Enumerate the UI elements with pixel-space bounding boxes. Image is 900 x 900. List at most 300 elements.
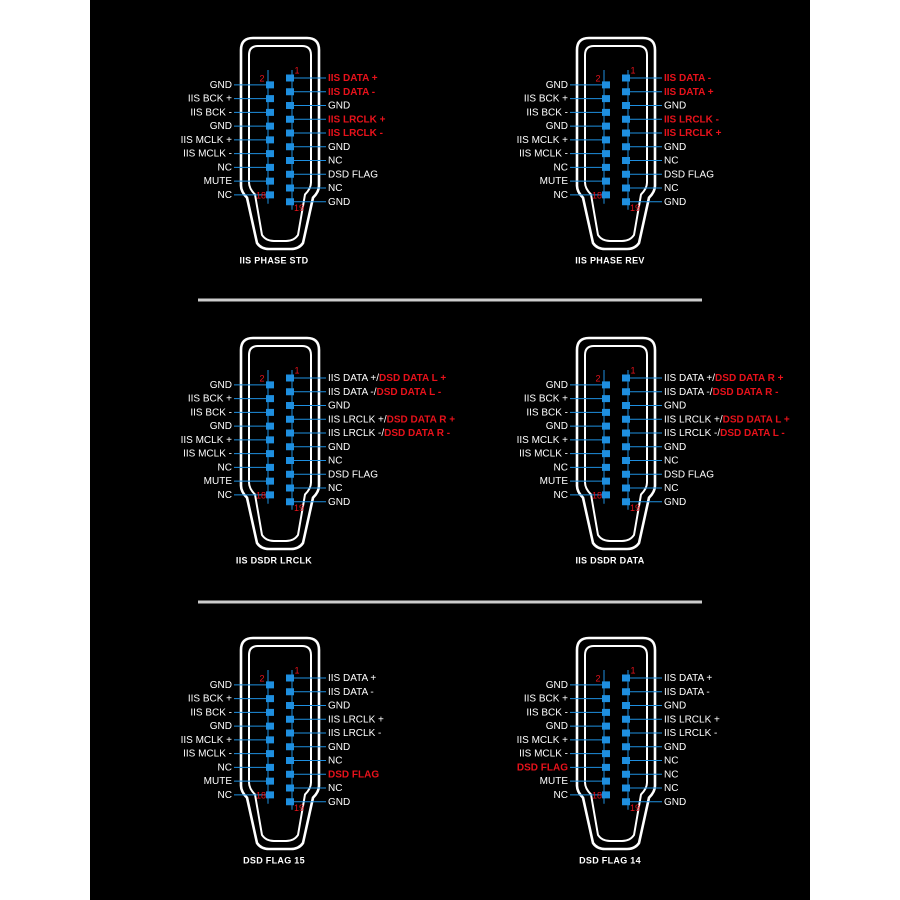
signal-text: GND [209, 420, 232, 432]
pin-pad [622, 688, 630, 695]
pin-pad [286, 498, 294, 505]
signal-text: IIS DATA +/ [664, 372, 716, 384]
pin-pad [602, 191, 610, 198]
left-signal-label [188, 393, 232, 404]
signal-text: IIS BCK - [526, 107, 568, 119]
signal-text: GND [209, 379, 232, 391]
pin-pad [266, 764, 274, 771]
left-signal-label [554, 190, 568, 201]
signal-text: GND [209, 120, 232, 132]
pin-number-2: 2 [595, 373, 601, 384]
pin-pad [602, 81, 610, 88]
pin-pad [266, 695, 274, 702]
left-signal-label [218, 790, 232, 801]
signal-text: GND [545, 720, 568, 732]
left-signal-label [181, 135, 233, 146]
right-signal-label [328, 155, 342, 166]
left-signal-label [546, 121, 568, 132]
right-signal-label [328, 141, 350, 152]
pin-pad [622, 757, 630, 764]
pin-pad [286, 443, 294, 450]
connector-title: IIS PHASE STD [239, 255, 309, 266]
right-signal-label [328, 455, 342, 466]
pin-pad [602, 436, 610, 443]
pin-pad [622, 75, 630, 82]
connector-outer-shell [241, 338, 319, 549]
signal-text: IIS MCLK - [183, 448, 232, 460]
signal-text: NC [217, 489, 232, 501]
pin-number-18: 18 [591, 190, 603, 201]
signal-text: GND [664, 100, 687, 112]
pin-number-1: 1 [630, 665, 636, 676]
pin-pad [266, 436, 274, 443]
pin-pad [266, 81, 274, 88]
signal-text: NC [553, 162, 568, 174]
signal-text: GND [328, 400, 351, 412]
left-signal-label [554, 162, 568, 173]
pin-pad [622, 675, 630, 682]
pin-pad [602, 395, 610, 402]
signal-text: MUTE [539, 775, 568, 787]
pin-number-2: 2 [259, 373, 265, 384]
pin-number-1: 1 [630, 365, 636, 376]
pin-pad [266, 778, 274, 785]
pin-pad [602, 681, 610, 688]
signal-text: MUTE [203, 175, 232, 187]
pin-number-18: 18 [255, 190, 267, 201]
pin-pad [266, 123, 274, 130]
pin-pad [286, 485, 294, 492]
signal-text: GND [209, 679, 232, 691]
signal-text: IIS MCLK + [180, 134, 232, 146]
left-signal-label [546, 721, 568, 732]
connector-title: IIS PHASE REV [575, 255, 645, 266]
signal-text: IIS MCLK - [519, 148, 568, 160]
right-signal-label [328, 169, 378, 180]
pin-pad [602, 750, 610, 757]
highlighted-signal: IIS LRCLK + [664, 127, 722, 139]
signal-text: IIS MCLK - [519, 448, 568, 460]
pin-pad [266, 423, 274, 430]
pin-pad [622, 798, 630, 805]
left-signal-label [546, 80, 568, 91]
left-signal-label [540, 776, 569, 787]
pin-pad [622, 157, 630, 164]
highlighted-signal: IIS LRCLK - [664, 113, 719, 125]
pin-pad [286, 388, 294, 395]
left-signal-label [540, 176, 569, 187]
right-signal-label [328, 783, 342, 794]
right-signal-label [328, 796, 350, 807]
pin-pad [602, 150, 610, 157]
connector-4 [181, 638, 384, 865]
right-signal-label [328, 73, 378, 84]
highlighted-signal: IIS DATA + [664, 86, 714, 98]
signal-text: DSD FLAG [328, 468, 379, 480]
right-signal-label [328, 769, 379, 780]
left-signal-label [554, 790, 568, 801]
left-signal-label [517, 762, 568, 773]
right-signal-label [664, 455, 678, 466]
left-signal-label [517, 135, 569, 146]
right-signal-label [328, 673, 376, 684]
pin-pad [602, 136, 610, 143]
right-signal-label [328, 714, 384, 725]
left-signal-label [181, 735, 233, 746]
left-signal-label [204, 476, 233, 487]
signal-text: IIS MCLK - [183, 748, 232, 760]
left-signal-label [188, 693, 232, 704]
pin-pad [286, 143, 294, 150]
signal-text: IIS BCK + [187, 693, 232, 705]
signal-text: IIS BCK - [190, 407, 232, 419]
pin-pad [266, 791, 274, 798]
signal-text: NC [664, 782, 679, 794]
pin-pad [286, 675, 294, 682]
pin-pad [602, 423, 610, 430]
left-signal-label [210, 121, 232, 132]
right-signal-label [664, 169, 714, 180]
signal-text: NC [664, 482, 679, 494]
pin-pad [286, 375, 294, 382]
left-signal-label [218, 162, 232, 173]
pin-pad [286, 157, 294, 164]
signal-text: GND [664, 741, 687, 753]
right-signal-label [664, 141, 686, 152]
left-signal-label [546, 680, 568, 691]
pin-pad [602, 478, 610, 485]
pin-number-2: 2 [259, 673, 265, 684]
left-signal-label [546, 421, 568, 432]
connector-outer-shell [577, 338, 655, 549]
signal-text: NC [553, 489, 568, 501]
left-signal-label [546, 380, 568, 391]
pin-pad [286, 743, 294, 750]
signal-text: DSD FLAG [664, 468, 715, 480]
left-signal-label [210, 721, 232, 732]
right-signal-label [328, 728, 381, 739]
pin-pad [266, 478, 274, 485]
right-signal-label [664, 496, 686, 507]
left-signal-label [190, 107, 232, 118]
pin-pad [602, 109, 610, 116]
right-signal-label [328, 496, 350, 507]
left-signal-label [218, 490, 232, 501]
pin-pad [266, 150, 274, 157]
right-signal-label [664, 686, 710, 697]
signal-text: DSD FLAG [664, 168, 715, 180]
signal-text: IIS DATA -/ [664, 386, 713, 398]
pin-pad [286, 171, 294, 178]
pin-pad [286, 430, 294, 437]
pin-pad [266, 395, 274, 402]
highlighted-signal: IIS LRCLK - [328, 127, 383, 139]
left-signal-label [181, 435, 233, 446]
right-signal-label [664, 441, 686, 452]
connector-5 [517, 638, 720, 865]
pin-pad [266, 109, 274, 116]
right-signal-label [328, 741, 350, 752]
pin-pad [286, 771, 294, 778]
pin-pad [286, 716, 294, 723]
signal-text: DSD FLAG [328, 168, 379, 180]
pin-pad [622, 771, 630, 778]
pin-pad [602, 791, 610, 798]
pin-pad [286, 688, 294, 695]
left-signal-label [519, 448, 568, 459]
right-signal-label [664, 783, 678, 794]
signal-text: NC [217, 462, 232, 474]
highlighted-signal: DSD DATA R + [715, 372, 784, 384]
pin-pad [622, 443, 630, 450]
right-signal-label [664, 183, 678, 194]
left-signal-label [526, 707, 568, 718]
connector-title: IIS DSDR DATA [575, 555, 645, 566]
right-signal-label [664, 428, 785, 439]
left-signal-label [183, 448, 232, 459]
pin-pad [286, 130, 294, 137]
left-signal-label [554, 490, 568, 501]
right-signal-label [664, 755, 678, 766]
signal-text: IIS BCK + [187, 393, 232, 405]
pin-pad [286, 757, 294, 764]
signal-text: GND [545, 79, 568, 91]
left-signal-label [218, 190, 232, 201]
pin-pad [602, 764, 610, 771]
pin-pad [602, 709, 610, 716]
pin-pad [622, 430, 630, 437]
right-signal-label [664, 700, 686, 711]
signal-text: IIS BCK + [187, 93, 232, 105]
signal-text: NC [328, 782, 343, 794]
pin-pad [622, 185, 630, 192]
highlighted-signal: DSD DATA L + [722, 413, 790, 425]
signal-text: GND [545, 379, 568, 391]
signal-text: NC [328, 155, 343, 167]
signal-text: IIS BCK - [190, 107, 232, 119]
pin-number-1: 1 [294, 65, 300, 76]
pin-pad [266, 491, 274, 498]
signal-text: IIS DATA - [328, 686, 374, 698]
signal-text: GND [328, 796, 351, 808]
pin-pad [622, 716, 630, 723]
pin-pad [286, 198, 294, 205]
left-signal-label [524, 693, 568, 704]
right-signal-label [328, 114, 386, 125]
signal-text: GND [328, 441, 351, 453]
pin-pad [266, 464, 274, 471]
pin-number-18: 18 [591, 490, 603, 501]
left-signal-label [190, 707, 232, 718]
signal-text: NC [217, 162, 232, 174]
pin-number-2: 2 [595, 73, 601, 84]
signal-text: NC [553, 462, 568, 474]
pin-pad [266, 723, 274, 730]
left-signal-label [519, 148, 568, 159]
connector-outer-shell [241, 38, 319, 249]
connector-2 [181, 338, 456, 565]
right-signal-label [664, 469, 714, 480]
right-signal-label [328, 373, 446, 384]
left-signal-label [524, 393, 568, 404]
right-signal-label [328, 386, 441, 397]
pin-pad [602, 695, 610, 702]
right-signal-label [664, 741, 686, 752]
highlighted-signal: IIS LRCLK + [328, 113, 386, 125]
right-signal-label [664, 728, 717, 739]
pin-pad [622, 130, 630, 137]
signal-text: IIS MCLK + [516, 734, 568, 746]
pin-pad [602, 723, 610, 730]
signal-text: IIS BCK + [523, 93, 568, 105]
pin-pad [266, 136, 274, 143]
pin-pad [266, 450, 274, 457]
signal-text: IIS DATA - [664, 686, 710, 698]
left-signal-label [554, 462, 568, 473]
right-signal-label [664, 114, 719, 125]
signal-text: GND [664, 400, 687, 412]
pin-pad [622, 402, 630, 409]
signal-text: NC [328, 182, 343, 194]
pin-pad [266, 164, 274, 171]
right-signal-label [664, 373, 784, 384]
signal-text: GND [328, 141, 351, 153]
right-signal-label [664, 86, 714, 97]
left-signal-label [210, 680, 232, 691]
signal-text: GND [328, 100, 351, 112]
left-signal-label [218, 462, 232, 473]
pin-number-18: 18 [255, 790, 267, 801]
pin-pad [622, 743, 630, 750]
pin-pad [622, 702, 630, 709]
signal-text: IIS LRCLK + [328, 713, 384, 725]
pin-number-2: 2 [595, 673, 601, 684]
left-signal-label [540, 476, 569, 487]
pin-pad [622, 102, 630, 109]
pin-number-1: 1 [630, 65, 636, 76]
highlighted-signal: IIS DATA - [328, 86, 376, 98]
right-signal-label [328, 196, 350, 207]
signal-text: GND [664, 700, 687, 712]
connector-outer-shell [577, 38, 655, 249]
left-signal-label [190, 407, 232, 418]
right-signal-label [328, 428, 450, 439]
signal-text: GND [664, 141, 687, 153]
pin-pad [286, 785, 294, 792]
right-signal-label [664, 414, 790, 425]
signal-text: IIS LRCLK - [328, 727, 382, 739]
pin-number-19: 19 [293, 503, 305, 514]
highlighted-signal: DSD DATA R - [712, 386, 779, 398]
highlighted-signal: IIS DATA - [664, 72, 712, 84]
pin-pad [622, 388, 630, 395]
signal-text: GND [328, 496, 351, 508]
highlighted-signal: DSD FLAG [516, 762, 568, 774]
right-signal-label [664, 155, 678, 166]
signal-text: GND [664, 796, 687, 808]
pin-pad [622, 485, 630, 492]
right-signal-label [664, 400, 686, 411]
signal-text: MUTE [203, 775, 232, 787]
signal-text: IIS DATA + [328, 672, 377, 684]
signal-text: NC [664, 768, 679, 780]
signal-text: IIS BCK - [526, 407, 568, 419]
signal-text: GND [545, 679, 568, 691]
signal-text: NC [664, 155, 679, 167]
pin-pad [622, 198, 630, 205]
connector-title: DSD FLAG 14 [579, 855, 641, 866]
left-signal-label [524, 93, 568, 104]
pin-pad [622, 171, 630, 178]
left-signal-label [218, 762, 232, 773]
left-signal-label [210, 421, 232, 432]
signal-text: GND [328, 196, 351, 208]
pin-pad [602, 178, 610, 185]
right-signal-label [328, 483, 342, 494]
pin-pad [286, 798, 294, 805]
signal-text: GND [664, 496, 687, 508]
right-signal-label [664, 796, 686, 807]
pin-number-19: 19 [629, 203, 641, 214]
right-signal-label [664, 673, 712, 684]
right-signal-label [328, 700, 350, 711]
signal-text: IIS DATA + [664, 672, 713, 684]
right-signal-label [328, 400, 350, 411]
connector-outer-shell [241, 638, 319, 849]
pin-number-18: 18 [255, 490, 267, 501]
pin-pad [266, 409, 274, 416]
right-signal-label [664, 128, 722, 139]
signal-text: NC [217, 189, 232, 201]
pin-pad [266, 681, 274, 688]
pin-pad [266, 736, 274, 743]
signal-text: IIS LRCLK -/ [664, 427, 721, 439]
signal-text: GND [328, 741, 351, 753]
right-signal-label [328, 86, 375, 97]
signal-text: IIS MCLK - [183, 148, 232, 160]
pin-pad [602, 736, 610, 743]
signal-text: GND [545, 120, 568, 132]
pin-pad [602, 778, 610, 785]
highlighted-signal: DSD DATA L - [376, 386, 442, 398]
pin-pad [286, 75, 294, 82]
highlighted-signal: DSD FLAG [328, 768, 380, 780]
pin-pad [622, 730, 630, 737]
signal-text: GND [328, 700, 351, 712]
signal-text: NC [328, 482, 343, 494]
pin-pad [622, 375, 630, 382]
left-signal-label [188, 93, 232, 104]
pin-pad [602, 450, 610, 457]
pin-pad [602, 123, 610, 130]
pin-pad [286, 702, 294, 709]
pin-number-19: 19 [293, 203, 305, 214]
signal-text: MUTE [203, 475, 232, 487]
signal-text: NC [217, 789, 232, 801]
right-signal-label [664, 196, 686, 207]
pin-pad [602, 164, 610, 171]
pin-pad [602, 464, 610, 471]
signal-text: NC [664, 455, 679, 467]
pin-pad [622, 785, 630, 792]
left-signal-label [204, 176, 233, 187]
connector-3 [517, 338, 790, 565]
signal-text: IIS MCLK - [519, 748, 568, 760]
signal-text: GND [664, 441, 687, 453]
signal-text: IIS LRCLK +/ [664, 413, 723, 425]
signal-text: IIS LRCLK - [664, 727, 718, 739]
pin-pad [286, 185, 294, 192]
